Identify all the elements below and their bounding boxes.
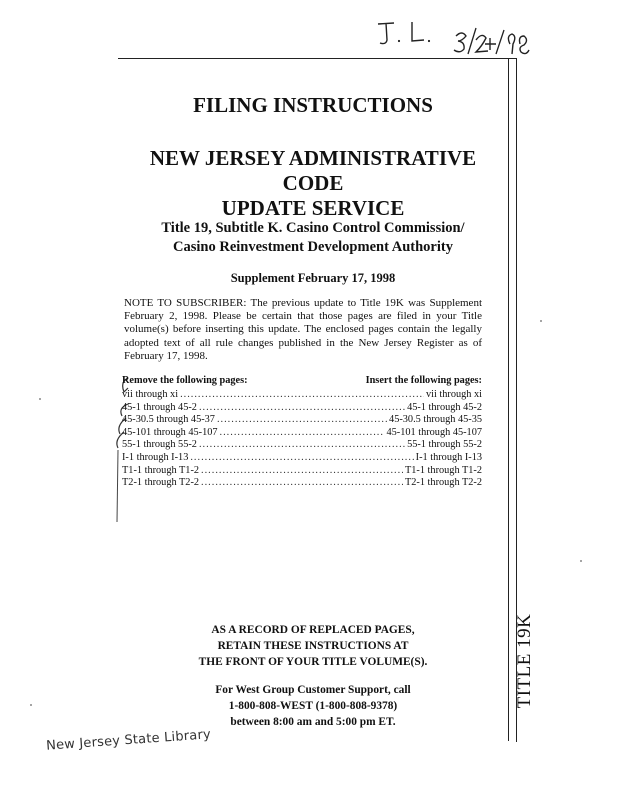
record-line-1: AS A RECORD OF REPLACED PAGES,: [211, 624, 415, 636]
leader-dots: [199, 402, 405, 413]
customer-support-info: [120, 682, 506, 730]
support-line-1: For West Group Customer Support, call: [215, 684, 411, 696]
pages-table-row: [122, 452, 482, 465]
remove-range: T1-1 through T1-2: [122, 464, 200, 476]
subscriber-note: NOTE TO SUBSCRIBER: The previous update to Title 19K was Supplement February 2, 1998. Please be certain that those pages are filed in your Title volume(s) before inserting this update. The enclosed pages contain the legally adopted text of all rule changes published in the New Jersey Register as of February 17, 1998.: [124, 297, 482, 362]
subtitle-line-2: Casino Reinvestment Development Authority: [173, 239, 453, 255]
remove-range: 45-30.5 through 45-37: [122, 414, 215, 426]
insert-range: I-1 through I-13: [415, 451, 482, 463]
pages-table-row: [122, 477, 482, 490]
remove-range: 45-1 through 45-2: [122, 401, 197, 413]
library-stamp: New Jersey State Library: [45, 727, 212, 754]
filing-instructions-heading: FILING INSTRUCTIONS: [193, 93, 433, 117]
code-title: [120, 146, 506, 221]
handwritten-initials-date: [372, 14, 532, 58]
remove-range: vii through xi: [122, 389, 179, 400]
pages-table-header: [122, 375, 482, 389]
leader-dots: [199, 439, 405, 450]
pages-table-row: [122, 402, 482, 415]
support-hours: between 8:00 am and 5:00 pm ET.: [230, 716, 396, 728]
scan-speck: [39, 398, 41, 400]
code-title-line-2: UPDATE SERVICE: [221, 196, 405, 220]
scan-speck: [30, 704, 32, 706]
scan-speck: [580, 560, 582, 562]
leader-dots: [201, 465, 403, 476]
pages-table-row: [122, 414, 482, 427]
subtitle-line-1: Title 19, Subtitle K. Casino Control Commission/: [161, 220, 465, 236]
leader-dots: [201, 477, 403, 488]
remove-range: 55-1 through 55-2: [122, 439, 197, 451]
pages-table-row: [122, 465, 482, 478]
leader-dots: [217, 414, 387, 425]
insert-range: T1-1 through T1-2: [404, 464, 482, 476]
title-tab-label: TITLE 19K: [514, 613, 535, 709]
record-line-2: RETAIN THESE INSTRUCTIONS AT: [217, 640, 409, 652]
record-line-3: THE FRONT OF YOUR TITLE VOLUME(S).: [198, 656, 428, 668]
insert-range: 55-1 through 55-2: [407, 439, 482, 451]
leader-dots: [190, 452, 413, 463]
insert-range: vii through xi: [425, 389, 482, 400]
insert-range: 45-30.5 through 45-35: [389, 414, 482, 426]
record-retention-notice: [120, 622, 506, 670]
pages-table: [122, 375, 482, 490]
remove-header: Remove the following pages:: [122, 375, 248, 386]
pages-table-row: [122, 389, 482, 402]
subtitle: [120, 219, 506, 257]
tab-divider-line: [508, 58, 509, 741]
remove-range: I-1 through I-13: [122, 451, 189, 463]
insert-header: Insert the following pages:: [365, 375, 482, 386]
leader-dots: [220, 427, 385, 438]
pages-table-row: [122, 427, 482, 440]
insert-range: T2-1 through T2-2: [404, 477, 482, 489]
insert-range: 45-1 through 45-2: [407, 401, 482, 413]
remove-range: 45-101 through 45-107: [122, 426, 218, 438]
code-title-line-1: NEW JERSEY ADMINISTRATIVE CODE: [149, 146, 477, 195]
insert-range: 45-101 through 45-107: [386, 426, 482, 438]
support-phone: 1-800-808-WEST (1-800-808-9378): [228, 700, 398, 712]
scan-speck: [540, 320, 542, 322]
remove-range: T2-1 through T2-2: [122, 477, 200, 489]
leader-dots: [180, 389, 424, 400]
supplement-date: Supplement February 17, 1998: [230, 271, 396, 285]
pages-table-row: [122, 439, 482, 452]
